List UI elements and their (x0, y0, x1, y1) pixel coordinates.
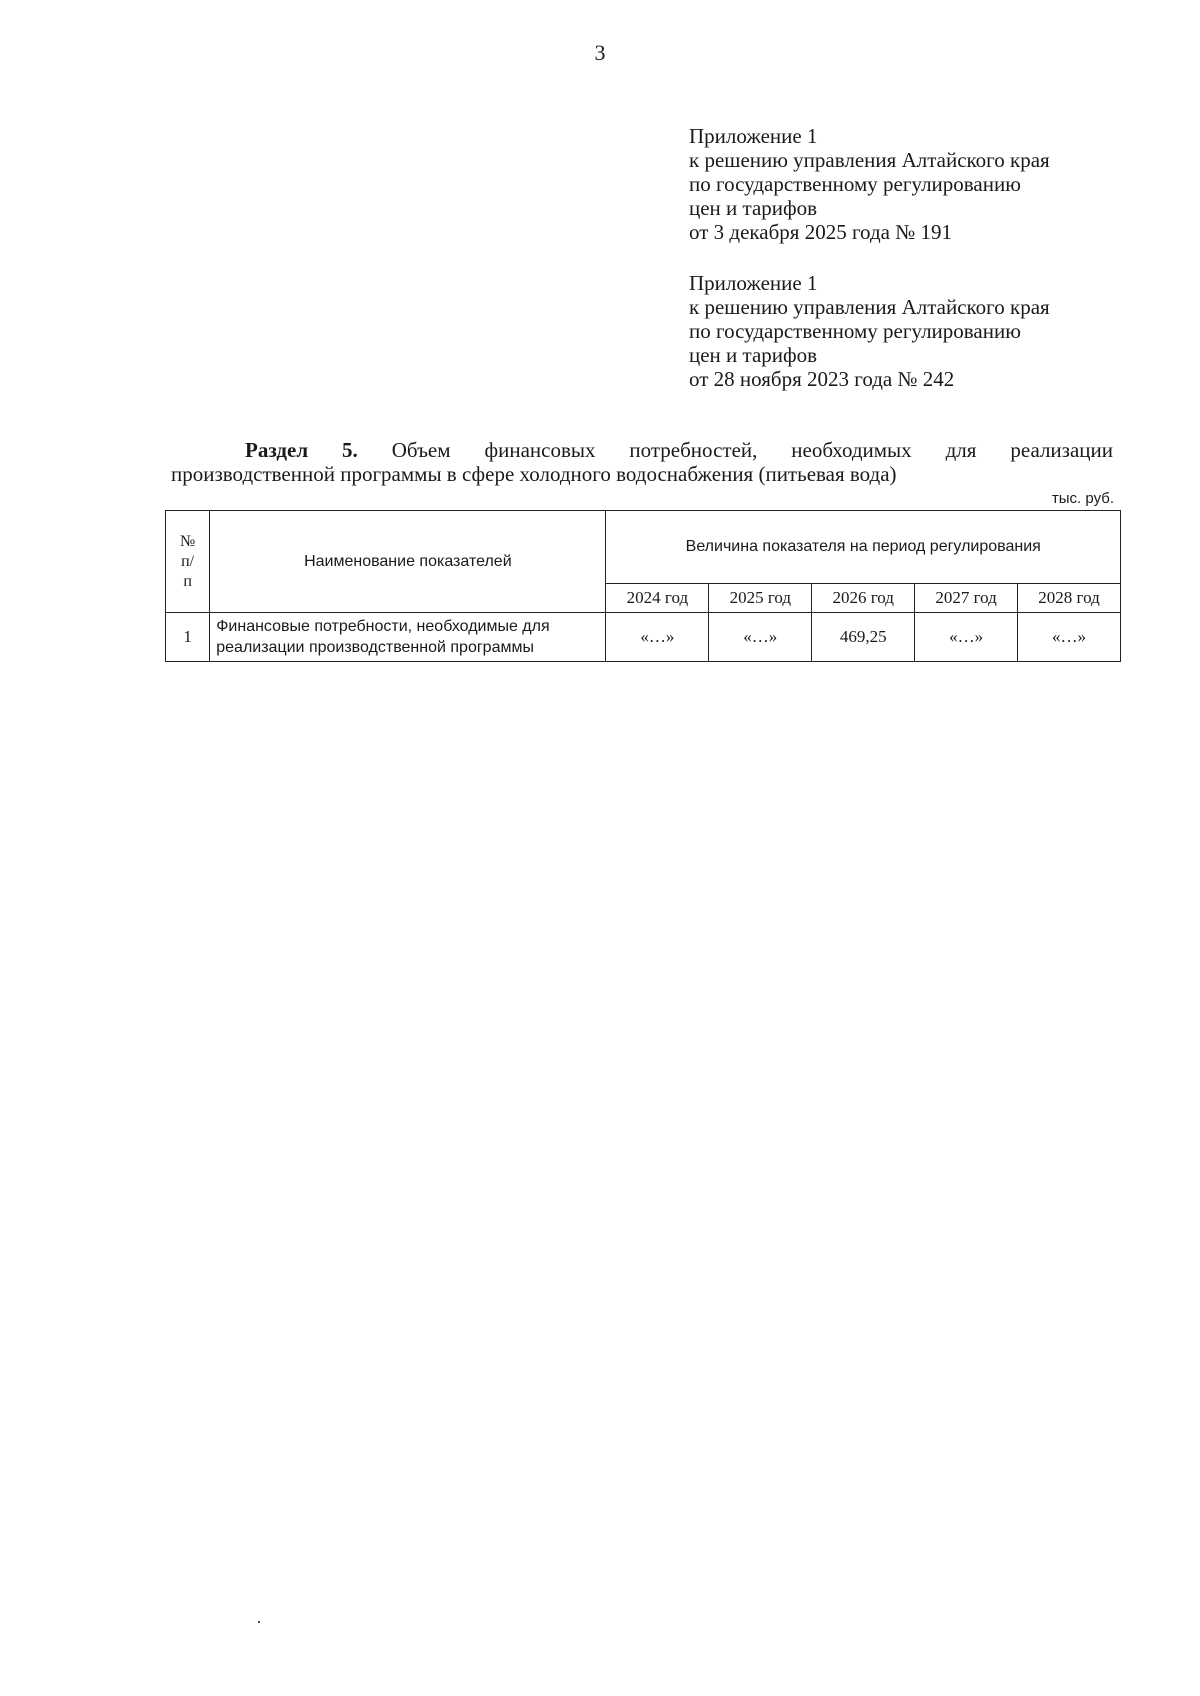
appendix-line: цен и тарифов (689, 196, 818, 220)
appendix-line: по государственному регулированию (689, 319, 1021, 343)
appendix-block-original (689, 271, 1129, 391)
row-number: 1 (166, 613, 210, 662)
appendix-line: от 3 декабря 2025 года № 191 (689, 220, 952, 244)
row-value: «…» (1018, 613, 1121, 662)
row-value: «…» (915, 613, 1018, 662)
financial-needs-table (165, 510, 1121, 662)
row-indicator-name: Финансовые потребности, необходимые для реализации производственной программы (210, 613, 606, 662)
header-year: 2024 год (606, 584, 709, 613)
section-heading-line-1 (171, 438, 1113, 462)
header-number-line: п/ (181, 552, 195, 570)
appendix-line: к решению управления Алтайского края (689, 148, 1050, 172)
appendix-line: Приложение 1 (689, 271, 818, 295)
scan-dot (258, 1621, 260, 1623)
header-number-line: п (183, 572, 192, 590)
row-value: «…» (709, 613, 812, 662)
appendix-line: Приложение 1 (689, 124, 818, 148)
appendix-line: цен и тарифов (689, 343, 818, 367)
header-number (166, 511, 210, 613)
header-number-line: № (179, 532, 196, 550)
section-title-part-2: производственной программы в сфере холодного водоснабжения (питьевая вода) (171, 462, 897, 486)
header-period-values: Величина показателя на период регулирования (606, 511, 1121, 584)
section-label: Раздел 5. (245, 438, 358, 462)
appendix-line: к решению управления Алтайского края (689, 295, 1050, 319)
row-value: 469,25 (812, 613, 915, 662)
header-year: 2028 год (1018, 584, 1121, 613)
table-row (166, 613, 1121, 662)
units-label: тыс. руб. (1051, 490, 1114, 507)
header-year: 2026 год (812, 584, 915, 613)
appendix-block-current (689, 124, 1129, 244)
row-value: «…» (606, 613, 709, 662)
section-title-part-1: Объем финансовых потребностей, необходимых для реализации (391, 438, 1113, 462)
header-year: 2025 год (709, 584, 812, 613)
section-heading (171, 438, 1113, 486)
header-indicator-name: Наименование показателей (210, 511, 606, 613)
table-header-row (166, 511, 1121, 584)
header-year: 2027 год (915, 584, 1018, 613)
appendix-line: от 28 ноября 2023 года № 242 (689, 367, 955, 391)
page-number: 3 (594, 40, 606, 65)
appendix-line: по государственному регулированию (689, 172, 1021, 196)
